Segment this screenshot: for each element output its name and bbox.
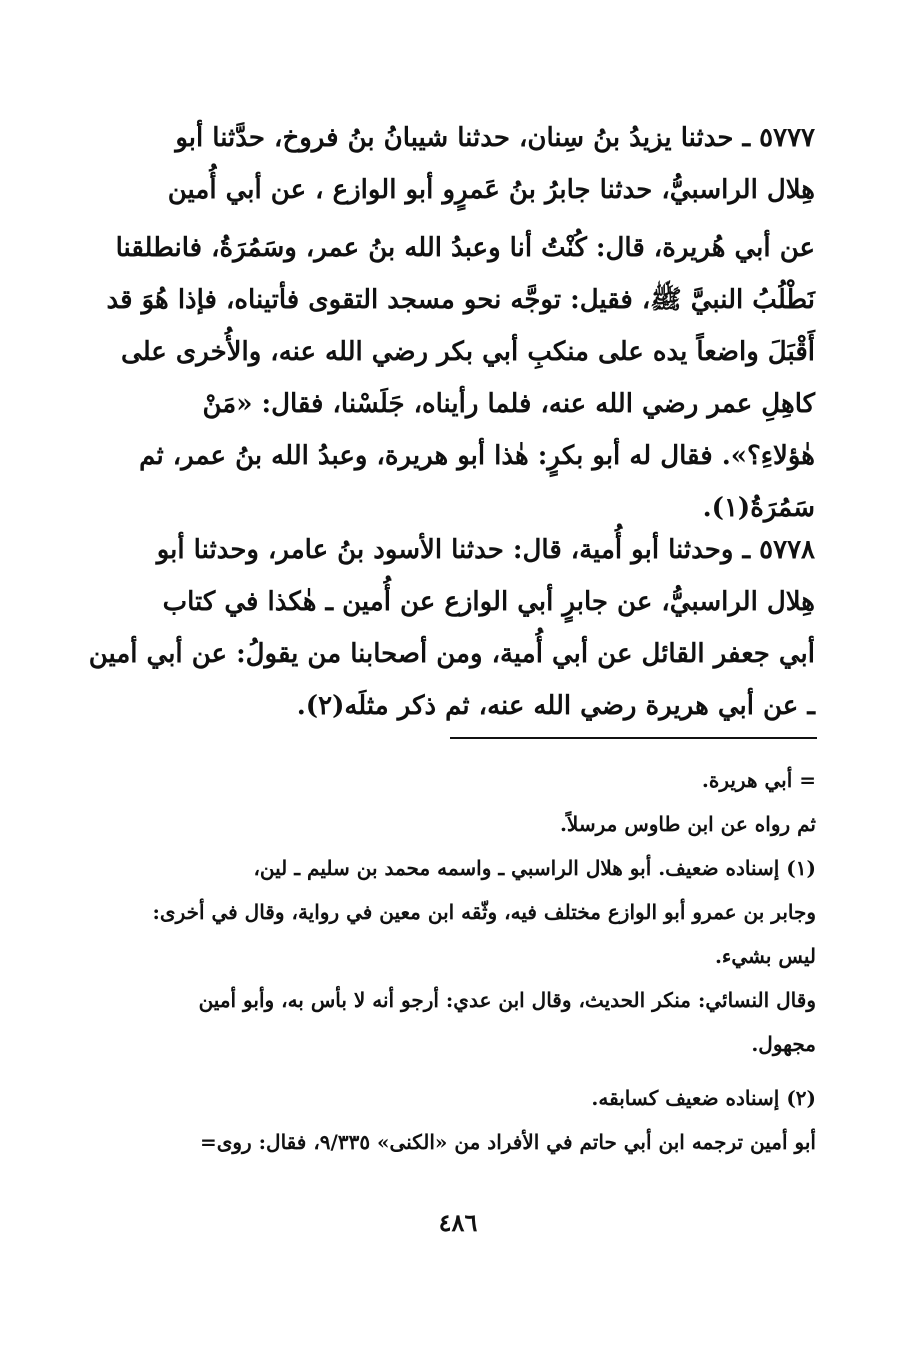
text-line: ـ عن أبي هريرة رضي الله عنه، ثم ذكر مثلَه(٢). — [296, 691, 815, 721]
footnote-1-line: وجابر بن عمرو أبو الوازع مختلف فيه، وثّقه ابن معين في رواية، وقال في أخرى: — [152, 900, 816, 924]
page-number: ٤٨٦ — [438, 1208, 478, 1237]
text-line: هِلال الراسبيُّ، عن جابرٍ أبي الوازع عن أُمين ـ هٰكذا في كتاب — [162, 587, 815, 617]
footnotes — [104, 758, 816, 1164]
text-line: ٥٧٧٧ ـ حدثنا يزيدُ بنُ سِنان، حدثنا شيبانُ بنُ فروخ، حدَّثنا أبو — [175, 123, 815, 153]
footnote-continuation: = أبي هريرة. — [701, 768, 816, 792]
footnote-1-line: (١) إسناده ضعيف. أبو هلال الراسبي ـ واسمه محمد بن سليم ـ لين، — [253, 856, 816, 880]
footnote-2-line: أبو أمين ترجمه ابن أبي حاتم في الأفراد من «الكنى» ٩/٣٣٥، فقال: روى= — [199, 1130, 816, 1154]
text-line: أَقْبَلَ واضعاً يده على منكبِ أبي بكر رضي الله عنه، والأُخرى على — [121, 337, 815, 367]
hadith-5778 — [88, 524, 815, 732]
footnote-1-line: مجهول. — [751, 1032, 816, 1056]
footnote-1-line: ليس بشيء. — [714, 944, 816, 968]
text-line: عن أبي هُريرة، قال: كُنْتُ أنا وعبدُ الله بنُ عمر، وسَمُرَةُ، فانطلقنا — [115, 233, 815, 263]
text-line: سَمُرَةُ(١). — [702, 493, 815, 523]
text-line: ٥٧٧٨ ـ وحدثنا أبو أُمية، قال: حدثنا الأسود بنُ عامر، وحدثنا أبو — [156, 535, 815, 565]
text-line: أبي جعفر القائل عن أبي أُمية، ومن أصحابنا من يقولُ: عن أبي أمين — [88, 639, 815, 669]
hadith-5777-matn — [100, 222, 815, 534]
text-line: كاهِلِ عمر رضي الله عنه، فلما رأيناه، جَلَسْنا، فقال: «مَنْ — [202, 389, 815, 419]
text-line: هِلال الراسبيُّ، حدثنا جابرُ بنُ عَمرٍو أبو الوازع ، عن أبي أُمين — [167, 175, 815, 205]
hadith-5777-isnad — [100, 112, 815, 216]
footnote-1-line: وقال النسائي: منكر الحديث، وقال ابن عدي: أرجو أنه لا بأس به، وأبو أمين — [198, 988, 816, 1012]
footnote-separator — [450, 737, 817, 739]
text-line: نَطْلُبُ النبيَّ ﷺ، فقيل: توجَّه نحو مسجد التقوى فأتيناه، فإذا هُوَ قد — [106, 285, 815, 315]
footnote-line: ثم رواه عن ابن طاوس مرسلاً. — [559, 812, 816, 836]
text-line: هٰؤلاءِ؟». فقال له أبو بكرٍ: هٰذا أبو هريرة، وعبدُ الله بنُ عمر، ثم — [139, 441, 815, 471]
footnote-2-line: (٢) إسناده ضعيف كسابقه. — [591, 1086, 816, 1110]
